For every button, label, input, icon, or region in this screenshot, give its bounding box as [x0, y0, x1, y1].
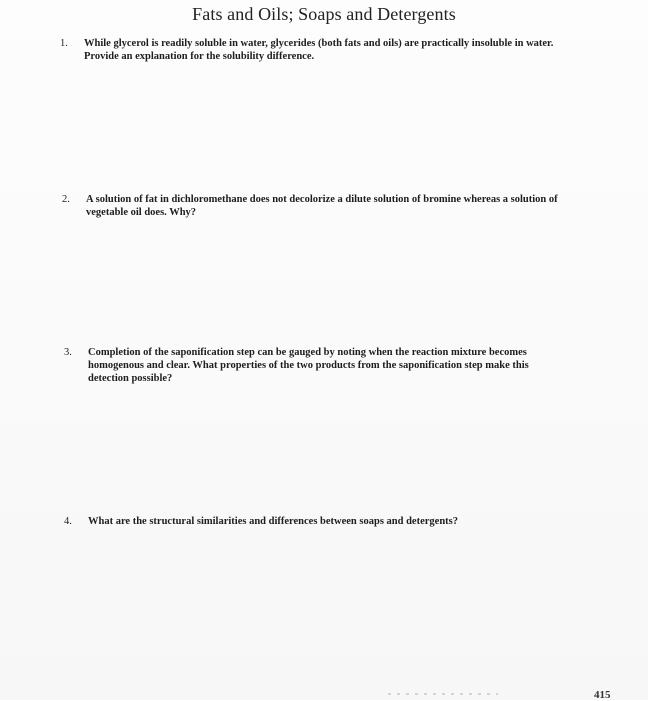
question-line: While glycerol is readily soluble in water, glycerides (both fats and oils) are practically insoluble in water.: [84, 38, 554, 49]
question-text: [88, 346, 588, 385]
question-line: A solution of fat in dichloromethane does not decolorize a dilute solution of bromine whereas a solution of: [86, 194, 558, 205]
question-line: detection possible?: [88, 373, 173, 384]
question-number: 1.: [60, 38, 68, 49]
question-number: 2.: [62, 194, 70, 205]
faded-footer-text: [388, 693, 498, 695]
question-text: [88, 515, 558, 528]
question-line: homogenous and clear. What properties of the two products from the saponification step make this: [88, 360, 529, 371]
question-text: [84, 37, 620, 63]
page-title: Fats and Oils; Soaps and Detergents: [192, 4, 456, 24]
question-line: vegetable oil does. Why?: [86, 207, 197, 218]
question-number: 3.: [64, 347, 72, 358]
question-line: Completion of the saponification step can be gauged by noting when the reaction mixture becomes: [88, 347, 527, 358]
question-line: What are the structural similarities and differences between soaps and detergents?: [88, 516, 458, 527]
question-text: [86, 193, 620, 219]
page-number: 415: [594, 689, 611, 701]
question-number: 4.: [64, 516, 72, 527]
question-line: Provide an explanation for the solubility difference.: [84, 51, 315, 62]
